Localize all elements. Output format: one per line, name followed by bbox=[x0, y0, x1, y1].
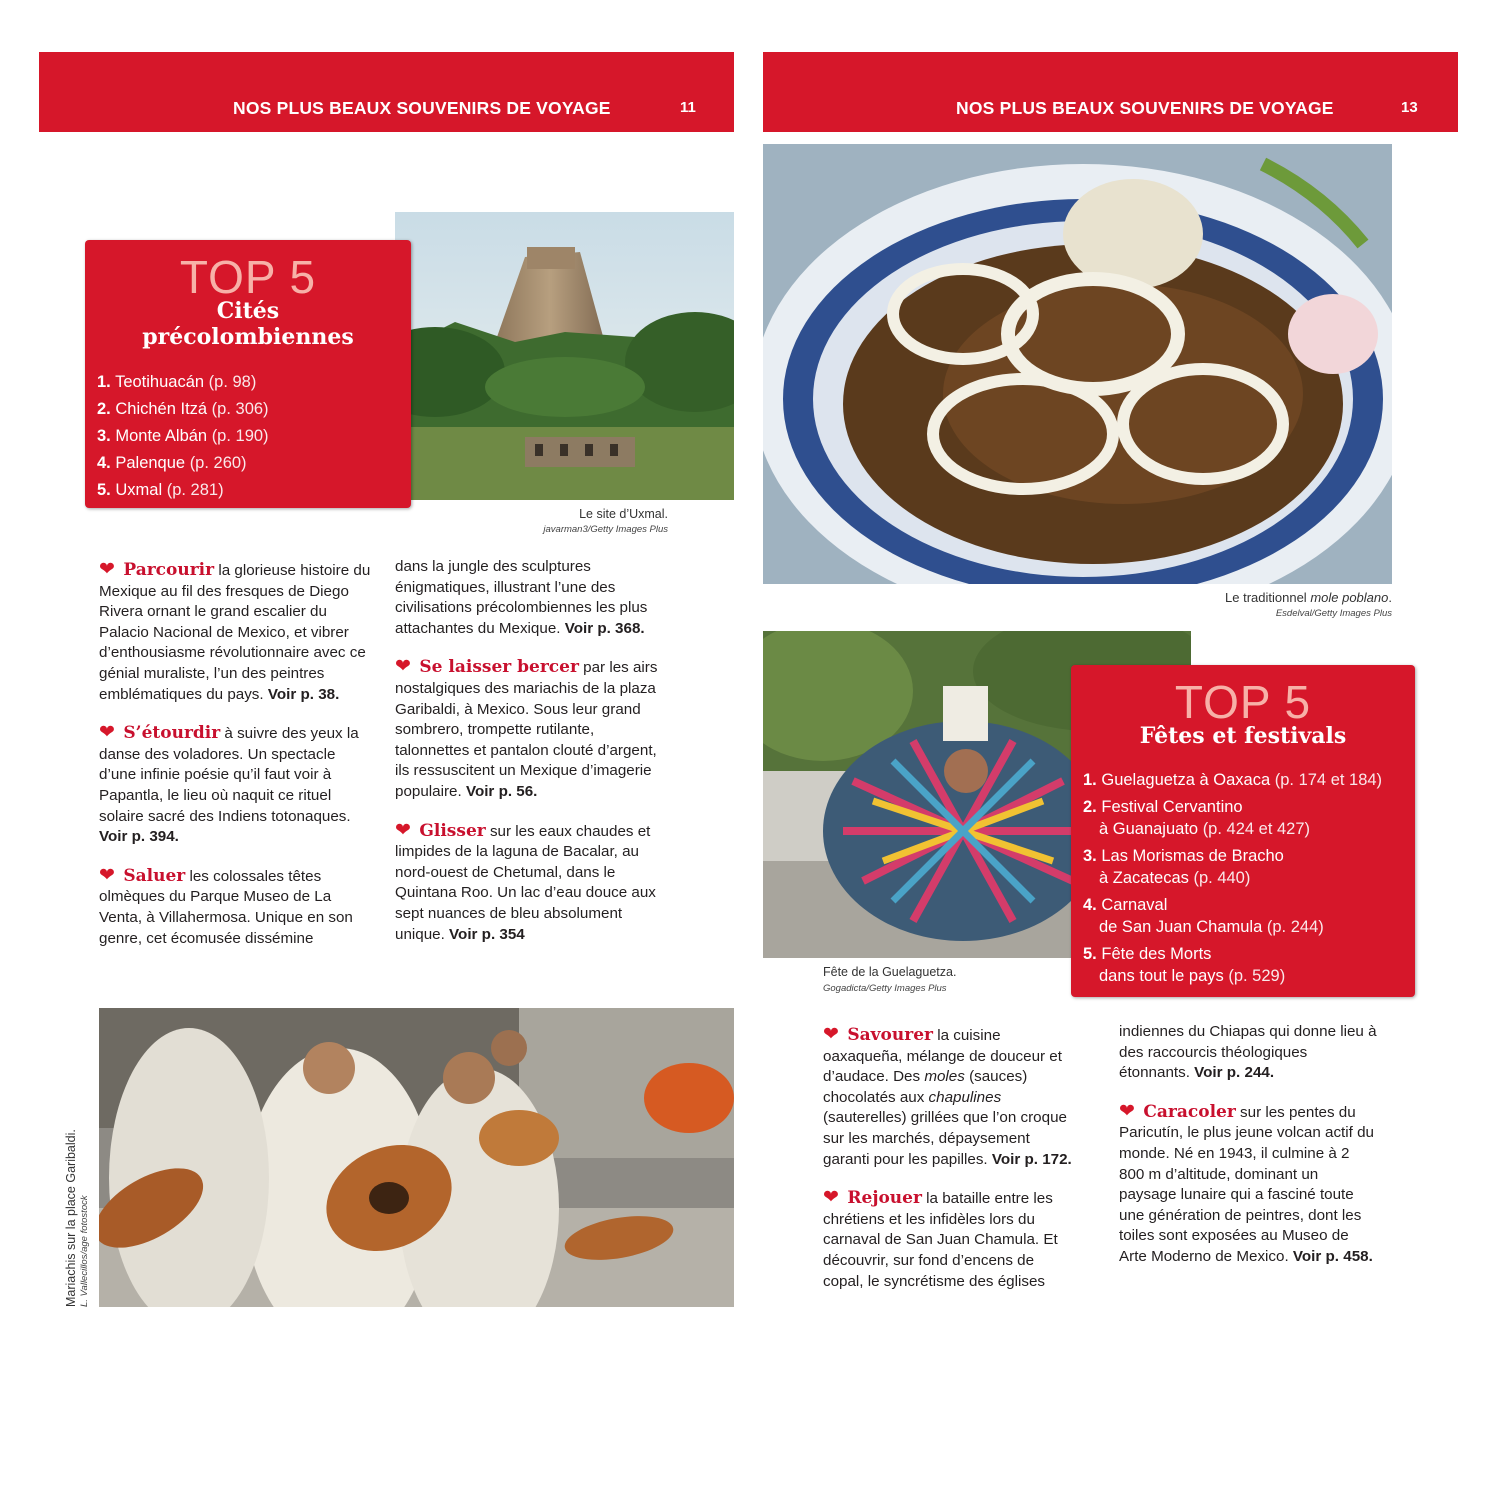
top5-box-cites bbox=[85, 240, 411, 508]
heart-icon: ❤ bbox=[823, 1187, 839, 1209]
paragraph-caracoler: ❤ Caracoler sur les pentes du Paricutín, le plus jeune volcan actif du monde. Né en 1943, il culmine à 2 800 m d’altitude, dominant un paysage lunaire qui a fasciné toute une génération de peintres, dont les toiles sont exposées au Museo de Arte Moderno de Mexico. Voir p. 458. bbox=[1119, 1100, 1374, 1265]
left-header-title: NOS PLUS BEAUX SOUVENIRS DE VOYAGE bbox=[233, 98, 611, 118]
left-col1 bbox=[99, 560, 374, 949]
top5-item: 1. Teotihuacán (p. 98) bbox=[97, 373, 257, 391]
top5-item: 5. Fête des Morts dans tout le pays (p. 529) bbox=[1083, 945, 1286, 985]
top5-list bbox=[1083, 769, 1382, 987]
top5-title-line2: précolombiennes bbox=[142, 324, 354, 350]
uxmal-photo bbox=[395, 212, 734, 500]
top5-item: 4. Palenque (p. 260) bbox=[97, 454, 247, 472]
paragraph-rejouer: ❤ Rejouer la bataille entre les chrétiens et les infidèles lors du carnaval de San Juan Chamula. Et découvrir, sur fond d’encens de copal, le syncrétisme des églises bbox=[823, 1187, 1058, 1290]
right-header-band bbox=[763, 52, 1458, 132]
mariachis-photo bbox=[99, 1008, 734, 1307]
uxmal-credit: javarman3/Getty Images Plus bbox=[543, 524, 668, 535]
heart-icon: ❤ bbox=[99, 559, 115, 580]
top5-item: 2. Chichén Itzá (p. 306) bbox=[97, 400, 269, 418]
paragraph-setourdir: ❤ S’étourdir à suivre des yeux la danse des voladores. Un spectacle d’une infinie poésie qu’il faut voir à Papantla, le lieu où naquit ce rituel solaire sacré des Indiens totonaques. Voir p. 394. bbox=[99, 722, 359, 846]
top5-box-fetes bbox=[1071, 665, 1415, 997]
top5-item: 3. Las Morismas de Bracho à Zacatecas (p. 440) bbox=[1083, 847, 1284, 887]
uxmal-caption: Le site d’Uxmal. bbox=[579, 507, 668, 521]
mariachis-caption: Mariachis sur la place Garibaldi. bbox=[64, 1129, 78, 1307]
guelaguetza-caption: Fête de la Guelaguetza. bbox=[823, 965, 957, 979]
top5-item: 4. Carnaval de San Juan Chamula (p. 244) bbox=[1083, 896, 1324, 936]
left-header-band bbox=[39, 52, 734, 132]
paragraph-saluer: ❤ Saluer les colossales têtes olmèques du Parque Museo de La Venta, à Villahermosa. Unique en son genre, cet écomusée dissémine bbox=[99, 864, 353, 947]
mariachis-caption-rotated bbox=[64, 1129, 91, 1307]
top5-label: TOP 5 bbox=[179, 251, 317, 303]
paragraph-glisser: ❤ Glisser sur les eaux chaudes et limpides de la laguna de Bacalar, au nord-ouest de Chetumal, dans le Quintana Roo. Un lac d’eau douce aux sept nuances de bleu absolument unique. Voir p. 354 bbox=[395, 819, 656, 943]
right-col1 bbox=[823, 1025, 1073, 1292]
heart-icon: ❤ bbox=[99, 864, 115, 886]
paragraph-se-laisser-bercer: ❤ Se laisser bercer par les airs nostalgiques des mariachis de la plaza Garibaldi, à Mexico. Sous leur grand sombrero, trompette rutilante, talonnettes et pantalon clouté d’argent, ils ressuscitent un Mexique d’imagerie populaire. Voir p. 56. bbox=[395, 656, 658, 800]
mole-caption: Le traditionnel mole poblano. bbox=[1225, 590, 1392, 605]
paragraph-savourer: ❤ Savourer la cuisine oaxaqueña, mélange de douceur et d’audace. Des moles (sauces) chocolatés aux chapulines (sauterelles) grillées que l’on croque sur les marchés, dépaysement garanti pour les papilles. Voir p. 172. bbox=[823, 1024, 1072, 1168]
top5-item: 3. Monte Albán (p. 190) bbox=[97, 427, 269, 445]
left-page-number: 11 bbox=[680, 99, 696, 116]
heart-icon: ❤ bbox=[395, 819, 411, 841]
right-page-number: 13 bbox=[1401, 99, 1418, 116]
right-col2 bbox=[1119, 1022, 1379, 1268]
top5-item: 2. Festival Cervantino à Guanajuato (p. 424 et 427) bbox=[1083, 798, 1311, 838]
mariachis-credit: L. Vallecillos/age fotostock bbox=[79, 1195, 90, 1307]
top5-list bbox=[97, 369, 269, 504]
right-header-title: NOS PLUS BEAUX SOUVENIRS DE VOYAGE bbox=[956, 98, 1334, 118]
paragraph-continued: indiennes du Chiapas qui donne lieu à des raccourcis théologiques étonnants. Voir p. 244. bbox=[1119, 1023, 1377, 1082]
mole-credit: Esdelval/Getty Images Plus bbox=[1275, 608, 1392, 619]
left-col2 bbox=[395, 557, 667, 945]
heart-icon: ❤ bbox=[99, 722, 115, 744]
guelaguetza-credit: Gogadicta/Getty Images Plus bbox=[823, 983, 947, 994]
mole-photo bbox=[763, 144, 1392, 584]
heart-icon: ❤ bbox=[395, 656, 411, 678]
paragraph-continued: dans la jungle des sculptures énigmatiques, illustrant l’une des civilisations précolombiennes les plus attachantes du Mexique. Voir p. 368. bbox=[395, 558, 648, 637]
top5-item: 1. Guelaguetza à Oaxaca (p. 174 et 184) bbox=[1083, 771, 1383, 789]
top5-item: 5. Uxmal (p. 281) bbox=[97, 481, 224, 499]
paragraph-parcourir: ❤ Parcourir la glorieuse histoire du Mexique au fil des fresques de Diego Rivera ornant le grand escalier du Palacio Nacional de Mexico, et vibrer d’enthousiasme révolutionnaire avec ce génial muraliste, l’un des peintres emblématiques du pays. Voir p. 38. bbox=[99, 559, 371, 703]
heart-icon: ❤ bbox=[823, 1024, 839, 1045]
heart-icon: ❤ bbox=[1119, 1100, 1135, 1122]
top5-title: Fêtes et festivals bbox=[1139, 723, 1347, 749]
top5-title-line1: Cités bbox=[216, 298, 280, 324]
top5-label: TOP 5 bbox=[1174, 676, 1312, 728]
